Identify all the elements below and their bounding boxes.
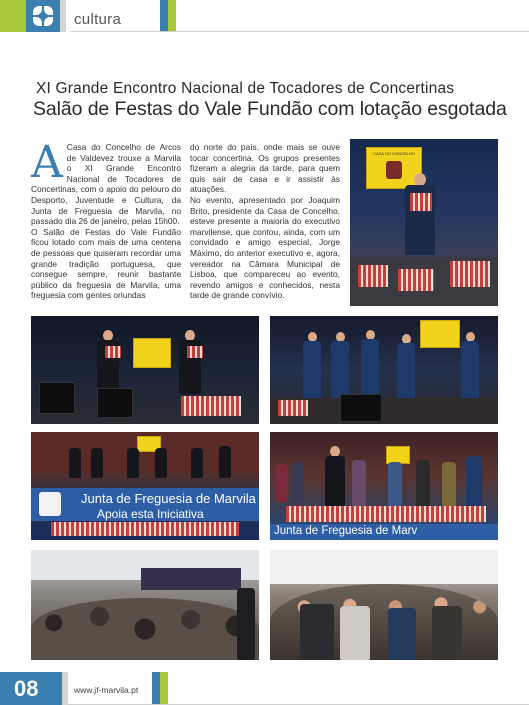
performer-figure xyxy=(461,341,479,399)
article-kicker: XI Grande Encontro Nacional de Tocadores de Concertinas xyxy=(36,80,455,97)
parish-crest-icon xyxy=(39,492,61,516)
photo-stage-banner xyxy=(31,432,259,540)
footer-url: www.jf-marvila.pt xyxy=(74,685,139,695)
header-green-stripe xyxy=(0,0,26,32)
audience-crowd xyxy=(31,598,259,660)
page-number: 08 xyxy=(14,676,39,701)
flag-text: CASA DO CONCELHO xyxy=(373,151,415,156)
photo-trio-on-stage xyxy=(31,316,259,424)
seated-person xyxy=(388,608,416,660)
presenter-figure xyxy=(325,456,345,508)
performer-figure xyxy=(388,462,402,506)
accordion-icon xyxy=(181,396,241,416)
speaker-icon xyxy=(340,394,382,422)
header-blue-bar xyxy=(160,0,168,32)
performer-figure xyxy=(361,339,379,399)
photo-officials-on-stage xyxy=(270,432,498,540)
seated-person xyxy=(300,604,334,660)
flag-image xyxy=(420,320,460,348)
flag-image xyxy=(366,147,422,189)
performer-figure xyxy=(276,464,288,502)
accordion-icon xyxy=(450,261,490,287)
performer-figure xyxy=(91,448,103,478)
photo-audience-hall xyxy=(31,550,259,660)
performer-figure xyxy=(416,460,430,506)
sponsor-banner xyxy=(270,524,498,540)
accordion-row-icon xyxy=(286,506,486,522)
speaker-icon xyxy=(97,388,133,418)
distant-stage xyxy=(141,568,241,590)
performer-figure xyxy=(127,448,139,478)
paragraph-2: O Salão de Festas do Vale Fundão ficou lotado com mais de uma centena de pessoas que quiseram recordar uma grande tradição portuguesa, que consegue sempre, reunir bastante público da freguesia de Marvila, uma freguesia com gentes oriundas xyxy=(31,226,181,301)
standing-person xyxy=(237,588,255,660)
header-rule xyxy=(70,31,529,32)
performer-figure xyxy=(219,446,231,478)
speaker-icon xyxy=(39,382,75,414)
header-gray-stripe xyxy=(60,0,66,32)
footer-blue-bar xyxy=(152,672,160,705)
accordion-icon xyxy=(187,346,203,358)
section-label: cultura xyxy=(74,11,122,28)
performer-figure xyxy=(69,448,81,478)
article-column-2 xyxy=(190,142,340,301)
performer-figure xyxy=(331,341,349,399)
performer-figure xyxy=(303,341,321,399)
photo-accordion-player-flag xyxy=(350,139,498,306)
footer-gray-stripe xyxy=(62,672,68,705)
sponsor-banner xyxy=(31,488,259,521)
paragraph-3: do norte do país, onde mais se ouve tocar concertina. Os grupos presentes fizeram a alegria da tarde, para quem quis sair de casa e ir assistir às atuações. xyxy=(190,142,340,195)
flag-image xyxy=(133,338,171,368)
page-header xyxy=(0,0,529,32)
header-green-bar xyxy=(168,0,176,32)
paragraph-4: No evento, apresentado por Joaquim Brito, presidente da Casa de Concelho, esteve presente a maioria do executivo marvilense, que contou, ainda, com um convidado e amigo especial, Jorge Máximo, do anterior executivo e, agora, vereador na Câmara Municipal de Lisboa, que compareceu ao evento, revendo amigos e conhecidos, nesta tarde de grande convívio. xyxy=(190,194,340,301)
banner-line-1: Junta de Freguesia de Marvila xyxy=(81,491,256,506)
paragraph-1: Casa do Concelho de Arcos de Valdevez trouxe a Marvila o XI Grande Encontro Nacional de Tocadores de Concertinas, com o apoio do pelouro do Desporto, Juventude e Cultura, da Junta de Freguesia de Marvila, no passado dia 26 de janeiro, pelas 15h00. xyxy=(31,142,181,227)
performer-figure xyxy=(155,448,167,478)
flag-crest-icon xyxy=(386,161,402,179)
seated-person xyxy=(432,606,462,660)
performer-figure xyxy=(442,462,456,506)
accordion-row-icon xyxy=(51,522,239,536)
magazine-logo-icon xyxy=(26,0,60,32)
banner-line-2: Apoia esta Iniciativa xyxy=(97,507,204,521)
accordion-icon xyxy=(410,193,432,211)
accordion-icon xyxy=(398,269,434,291)
footer-green-bar xyxy=(160,672,168,705)
hall-windows xyxy=(270,550,498,584)
banner-text: Junta de Freguesia de Marv xyxy=(274,525,418,537)
photo-group-performers xyxy=(270,316,498,424)
accordion-icon xyxy=(278,400,308,416)
performer-figure xyxy=(352,460,366,506)
accordion-icon xyxy=(105,346,121,358)
photo-seated-audience xyxy=(270,550,498,660)
guitarist-figure xyxy=(466,456,482,506)
performer-figure xyxy=(397,343,415,399)
accordion-icon xyxy=(358,265,388,287)
performer-figure xyxy=(292,462,304,502)
drop-cap: A xyxy=(31,137,63,188)
performer-figure xyxy=(191,448,203,478)
seated-person xyxy=(340,606,370,660)
article-headline: Salão de Festas do Vale Fundão com lotação esgotada xyxy=(33,98,507,120)
article-column-1 xyxy=(31,137,181,301)
